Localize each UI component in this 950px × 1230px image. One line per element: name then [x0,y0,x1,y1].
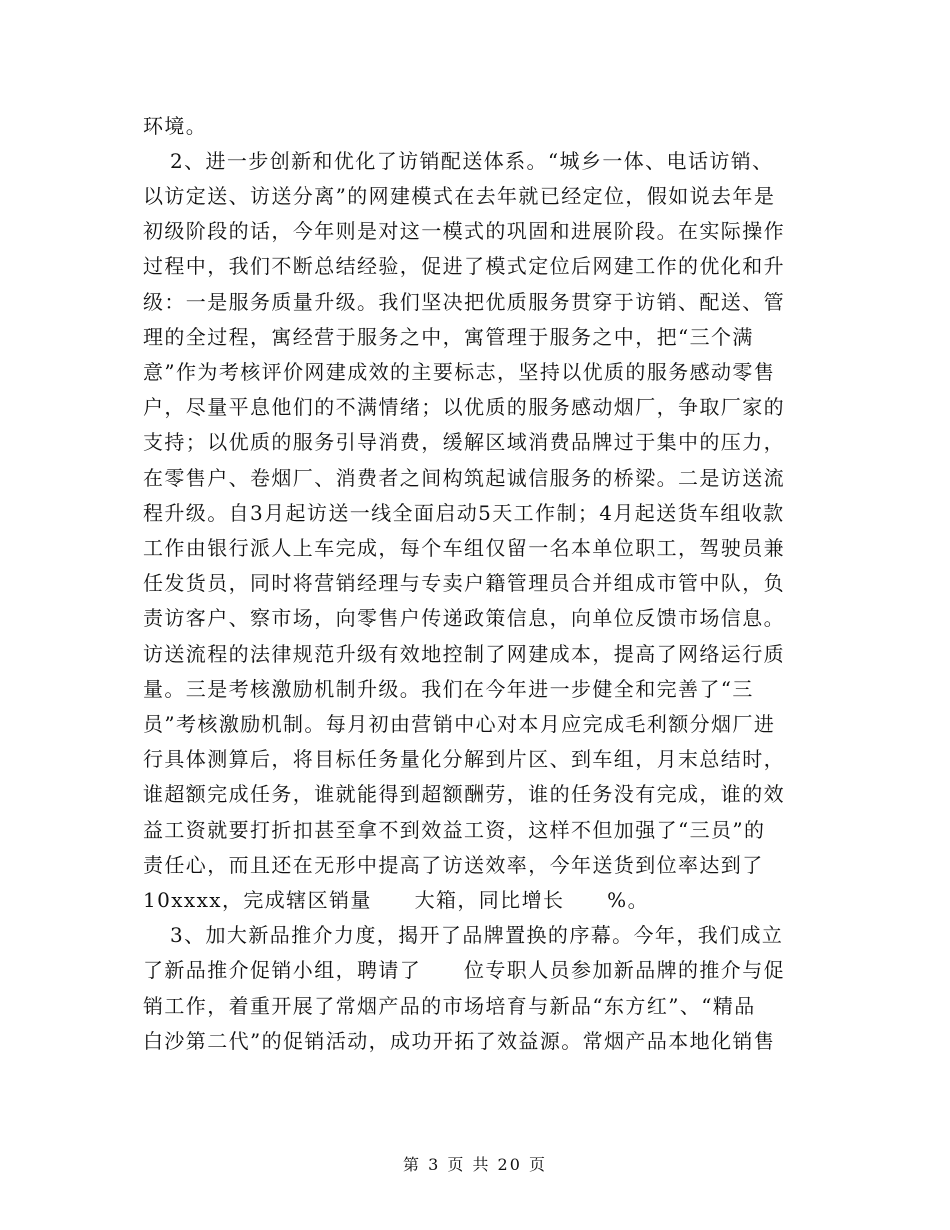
text-line: 工作由银行派人上车完成，每个车组仅留一名本单位职工，驾驶员兼 [143,536,785,560]
text-line: 级：一是服务质量升级。我们坚决把优质服务贯穿于访销、配送、管 [143,290,785,314]
text-line: 了新品推介促销小组，聘请了 位专职人员参加新品牌的推介与促 [143,958,785,982]
text-line: 任发货员，同时将营销经理与专卖户籍管理员合并组成市管中队，负 [143,571,785,595]
text-line: 环境。 [143,114,208,138]
text-line: 初级阶段的话，今年则是对这一模式的巩固和进展阶段。在实际操作 [143,219,785,243]
text-line: 以访定送、访送分离”的网建模式在去年就已经定位，假如说去年是 [143,184,776,208]
paragraph-start-line: 2、进一步创新和优化了访销配送体系。“城乡一体、电话访销、 [170,149,774,173]
text-line: 销工作，着重开展了常烟产品的市场培育与新品“东方红”、“精品 [143,994,756,1018]
text-line: 责任心，而且还在无形中提高了访送效率，今年送货到位率达到了 [143,853,764,877]
text-line: 支持；以优质的服务引导消费，缓解区域消费品牌过于集中的压力， [143,430,785,454]
text-line: 行具体测算后，将目标任务量化分解到片区、到车组，月末总结时， [143,747,785,771]
text-line: 户，尽量平息他们的不满情绪；以优质的服务感动烟厂，争取厂家的 [143,395,785,419]
text-line: 量。三是考核激励机制升级。我们在今年进一步健全和完善了“三 [143,677,754,701]
text-line: 员”考核激励机制。每月初由营销中心对本月应完成毛利额分烟厂进 [143,712,776,736]
text-line: 责访客户、察市场，向零售户传递政策信息，向单位反馈市场信息。 [143,606,785,630]
page-footer: 第 3 页 共 20 页 [403,1155,547,1174]
text-line: 10xxxx，完成辖区销量 大箱，同比增长 %。 [143,888,649,912]
text-line: 访送流程的法律规范升级有效地控制了网建成本，提高了网络运行质 [143,642,785,666]
text-line: 益工资就要打折扣甚至拿不到效益工资，这样不但加强了“三员”的 [143,818,766,842]
text-line: 白沙第二代”的促销活动，成功开拓了效益源。常烟产品本地化销售 [143,1029,776,1053]
text-line: 理的全过程，寓经营于服务之中，寓管理于服务之中，把“三个满 [143,325,754,349]
text-line: 谁超额完成任务，谁就能得到超额酬劳，谁的任务没有完成，谁的效 [143,782,785,806]
text-line: 在零售户、卷烟厂、消费者之间构筑起诚信服务的桥梁。二是访送流 [143,466,785,490]
text-line: 意”作为考核评价网建成效的主要标志，坚持以优质的服务感动零售 [143,360,776,384]
text-line: 程升级。自3月起访送一线全面启动5天工作制；4月起送货车组收款 [143,501,785,525]
text-line: 过程中，我们不断总结经验，促进了模式定位后网建工作的优化和升 [143,254,785,278]
paragraph-start-line: 3、加大新品推介力度，揭开了品牌置换的序幕。今年，我们成立 [170,923,784,947]
